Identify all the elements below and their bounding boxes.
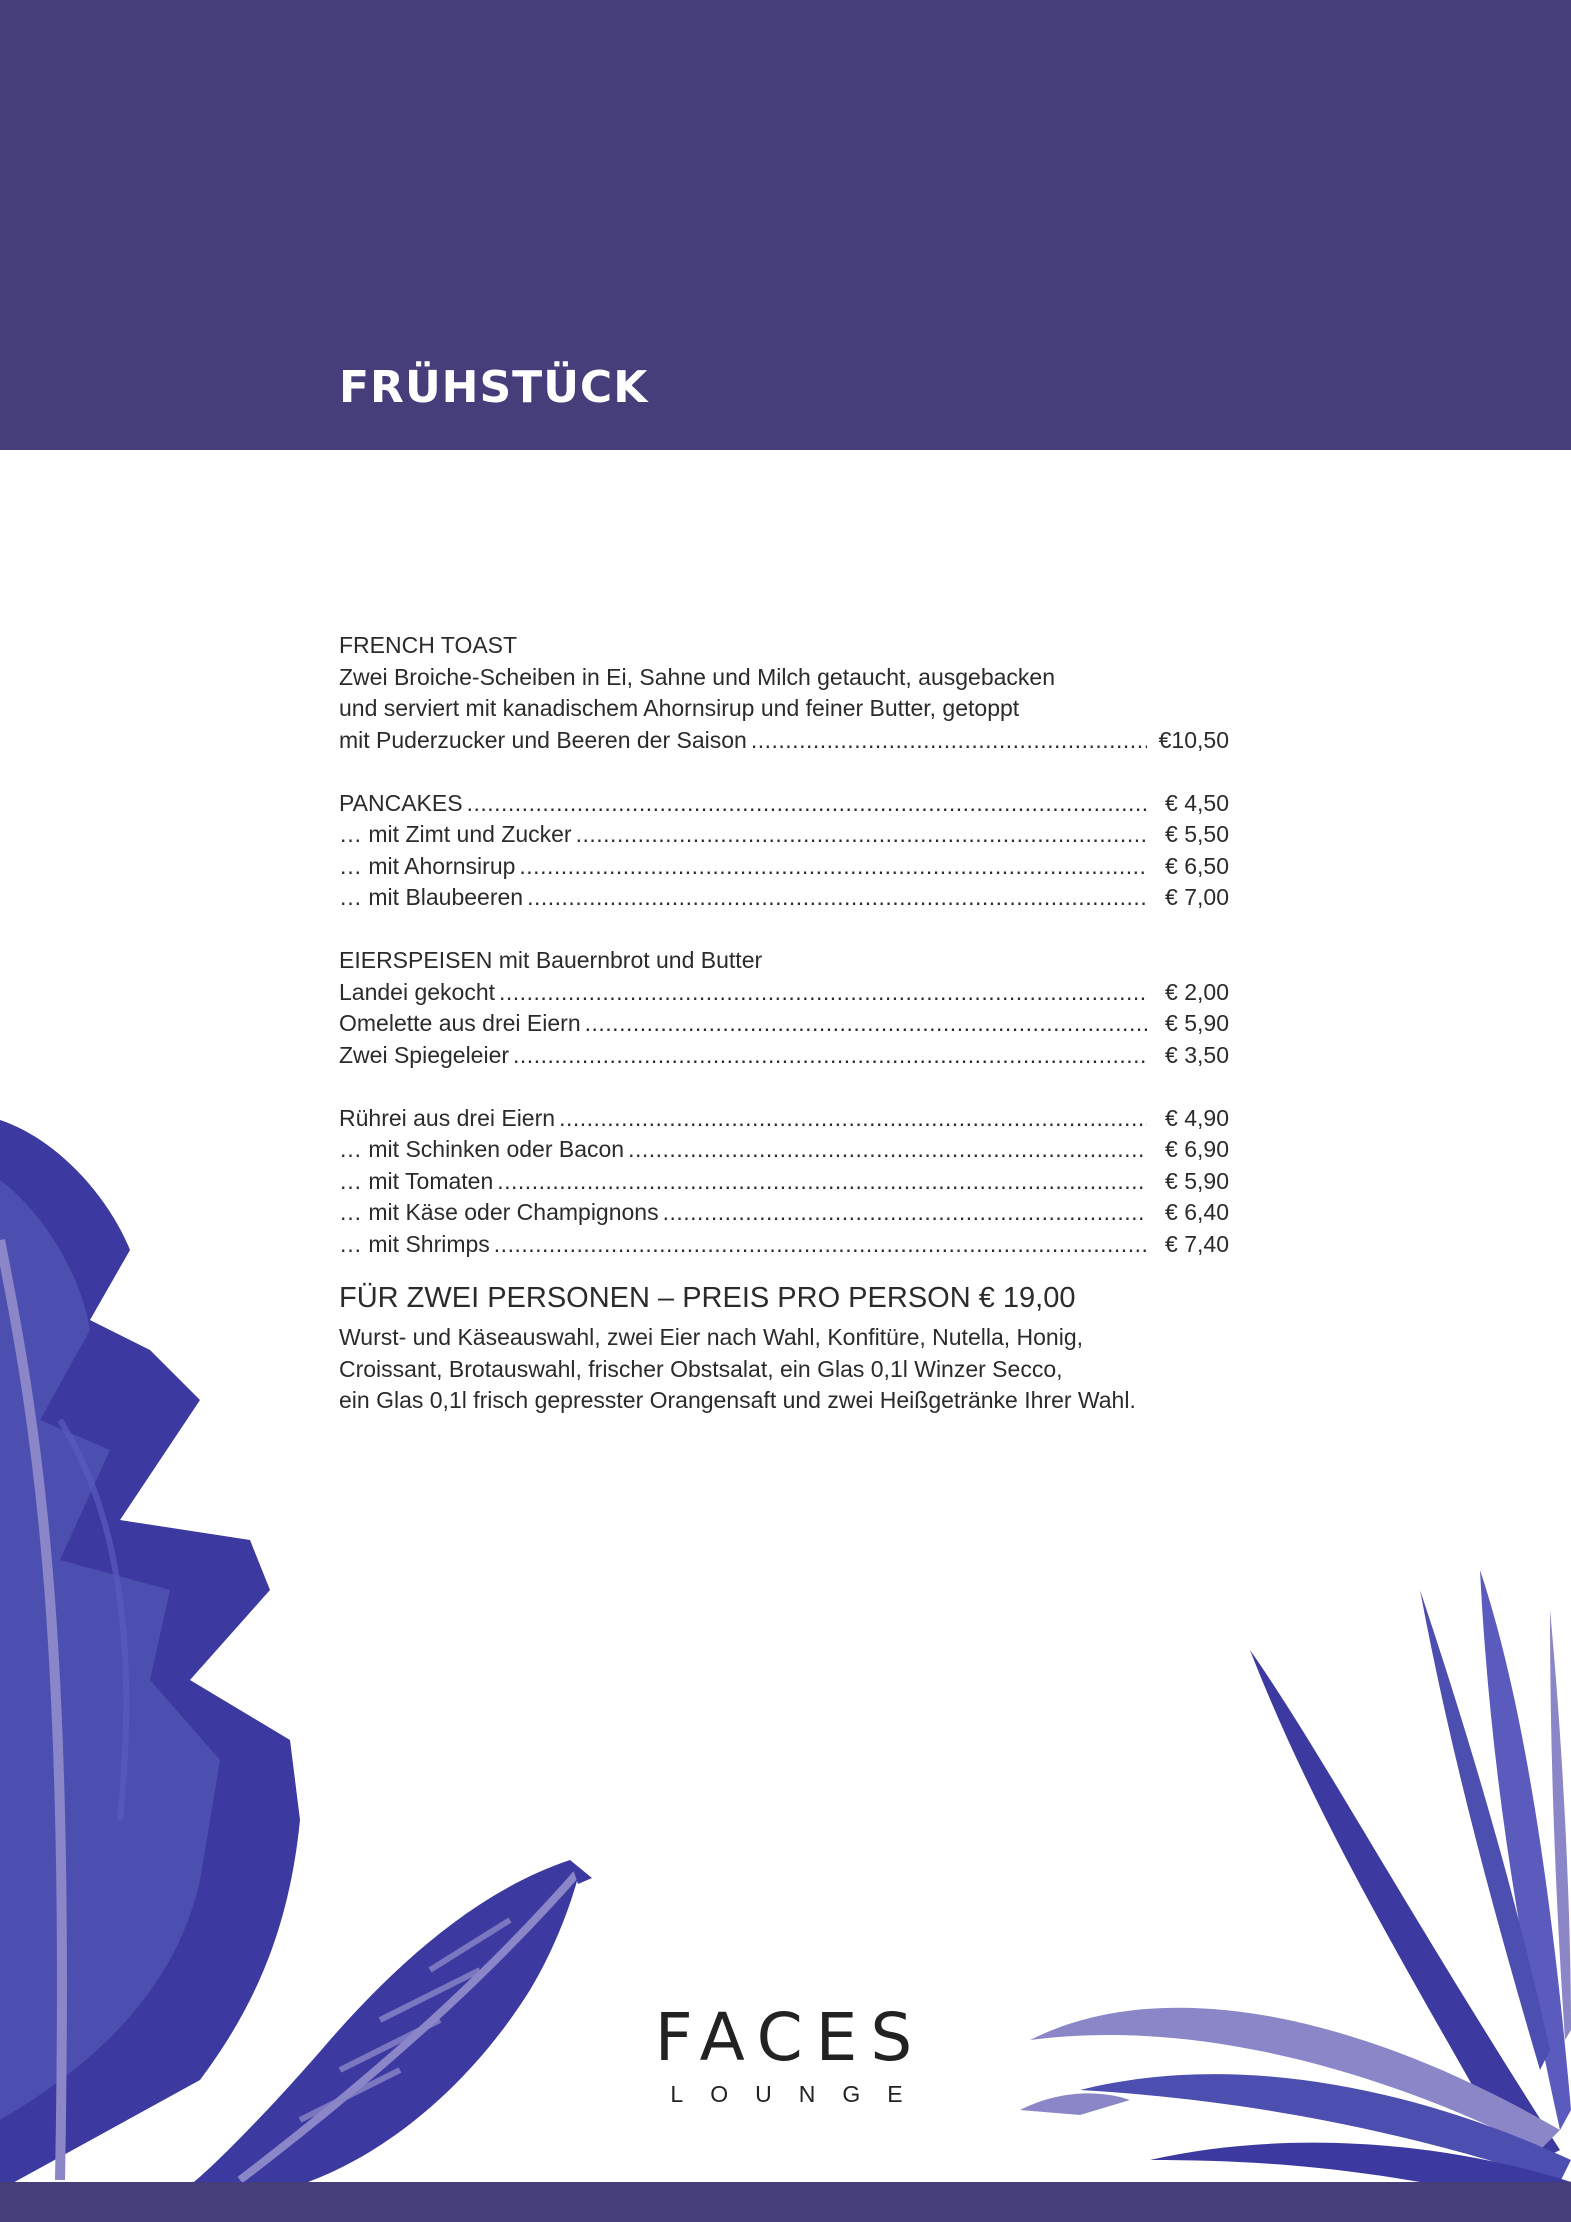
menu-item — [339, 1040, 1229, 1072]
menu-item — [339, 977, 1229, 1009]
dot-leader — [467, 788, 1147, 820]
french-toast-desc: Zwei Broiche-Scheiben in Ei, Sahne und Milch getaucht, ausgebacken — [339, 663, 1055, 690]
item-price: €10,50 — [1158, 726, 1229, 753]
menu-item — [339, 882, 1229, 914]
item-price: € 6,90 — [1165, 1136, 1229, 1162]
dot-leader — [663, 1197, 1147, 1229]
item-price: € 7,00 — [1165, 884, 1229, 910]
item-price: € 4,90 — [1165, 1104, 1229, 1131]
faces-lounge-logo — [640, 1999, 940, 2108]
item-price: € 7,40 — [1165, 1230, 1229, 1257]
dot-leader — [519, 851, 1147, 883]
dot-leader — [576, 819, 1147, 851]
item-name: … mit Shrimps — [339, 1230, 490, 1257]
eierspeisen-title: EIERSPEISEN mit Bauernbrot und Butter — [339, 947, 763, 973]
item-price: € 6,40 — [1165, 1199, 1229, 1225]
special-offer-desc: Croissant, Brotauswahl, frischer Obstsalat, ein Glas 0,1l Winzer Secco, — [339, 1355, 1063, 1382]
dot-leader — [628, 1134, 1147, 1166]
logo-subtitle: LOUNGE — [670, 2081, 930, 2107]
item-price: € 2,00 — [1165, 978, 1229, 1005]
menu-item — [339, 1008, 1229, 1040]
item-name: … mit Zimt und Zucker — [339, 821, 572, 847]
page-title: FRÜHSTÜCK — [339, 362, 649, 413]
menu-item — [339, 1229, 1229, 1261]
item-name: Zwei Spiegeleier — [339, 1041, 510, 1068]
dot-leader — [751, 725, 1147, 757]
dot-leader — [559, 1103, 1147, 1135]
french-toast-title: FRENCH TOAST — [339, 632, 518, 658]
item-name: PANCAKES — [339, 789, 463, 816]
header-band — [0, 0, 1571, 450]
item-name: Omelette aus drei Eiern — [339, 1010, 581, 1036]
item-name: … mit Schinken oder Bacon — [339, 1136, 625, 1162]
right-palm-illustration — [1020, 1570, 1571, 2182]
menu-item — [339, 725, 1229, 757]
dot-leader — [513, 1040, 1147, 1072]
item-name: mit Puderzucker und Beeren der Saison — [339, 726, 747, 753]
dot-leader — [494, 1229, 1147, 1261]
item-price: € 5,50 — [1165, 821, 1229, 847]
item-name: … mit Tomaten — [339, 1167, 494, 1194]
footer-band — [0, 2182, 1571, 2222]
item-name: … mit Ahornsirup — [339, 852, 516, 879]
menu-item — [339, 788, 1229, 820]
menu-content — [339, 630, 1229, 1417]
item-name: … mit Blaubeeren — [339, 884, 524, 910]
dot-leader — [527, 882, 1147, 914]
menu-item — [339, 1134, 1229, 1166]
menu-item — [339, 819, 1229, 851]
menu-item — [339, 1103, 1229, 1135]
item-name: … mit Käse oder Champignons — [339, 1199, 659, 1225]
menu-item — [339, 851, 1229, 883]
item-price: € 4,50 — [1165, 789, 1229, 816]
special-offer-title: FÜR ZWEI PERSONEN – PREIS PRO PERSON € 19,00 — [339, 1282, 1076, 1314]
menu-item — [339, 1197, 1229, 1229]
dot-leader — [499, 977, 1147, 1009]
item-name: Rührei aus drei Eiern — [339, 1104, 556, 1131]
item-name: Landei gekocht — [339, 978, 496, 1005]
item-price: € 3,50 — [1165, 1041, 1229, 1068]
special-offer-desc: ein Glas 0,1l frisch gepresster Orangensaft und zwei Heißgetränke Ihrer Wahl. — [339, 1387, 1136, 1413]
dot-leader — [497, 1166, 1147, 1198]
special-offer-desc: Wurst- und Käseauswahl, zwei Eier nach Wahl, Konfitüre, Nutella, Honig, — [339, 1324, 1084, 1350]
small-leaf-illustration — [180, 1850, 600, 2190]
menu-item — [339, 1166, 1229, 1198]
item-price: € 6,50 — [1165, 852, 1229, 879]
french-toast-desc: und serviert mit kanadischem Ahornsirup und feiner Butter, getoppt — [339, 695, 1020, 721]
logo-wordmark: FACES — [654, 1999, 926, 2076]
dot-leader — [585, 1008, 1147, 1040]
item-price: € 5,90 — [1165, 1167, 1229, 1194]
item-price: € 5,90 — [1165, 1010, 1229, 1036]
